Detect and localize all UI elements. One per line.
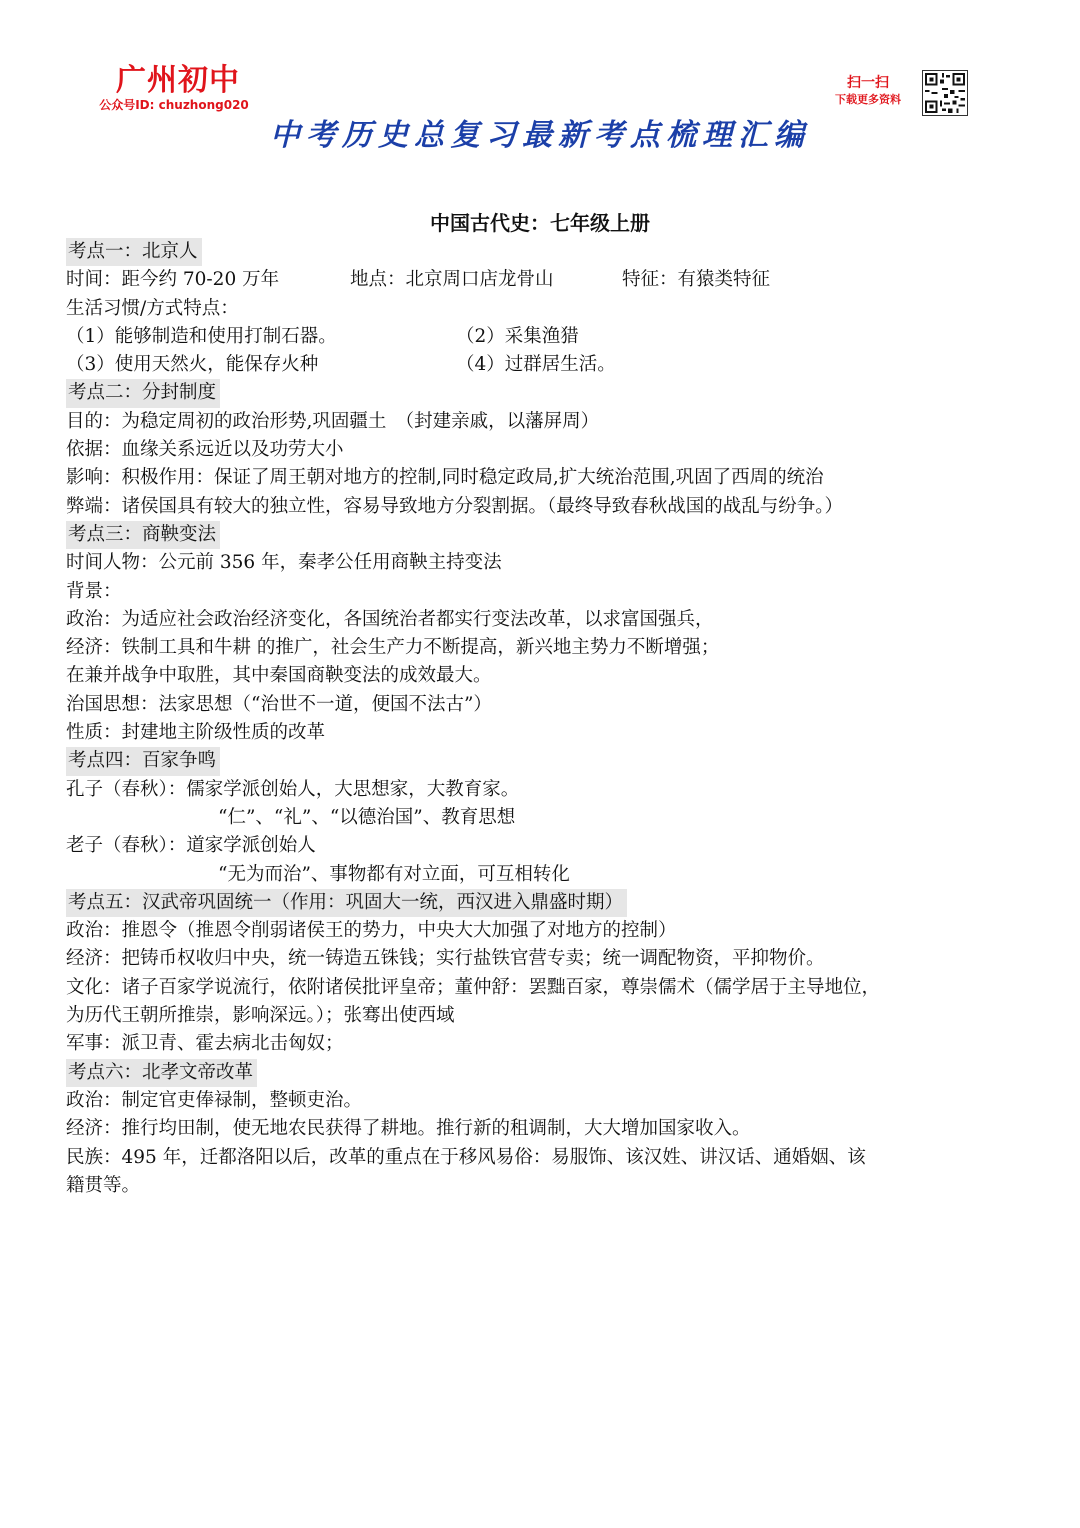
k1-habit-3: （3）使用天然火，能保存火种 (66, 354, 319, 376)
k2-basis: 依据：血缘关系远近以及功劳大小 (66, 439, 344, 461)
k4-laozi-ideas: “无为而治”、事物都有对立面，可互相转化 (218, 863, 570, 885)
k4-heading: 考点四：百家争鸣 (66, 747, 220, 775)
k3-time: 时间人物：公元前 356 年，秦孝公任用商鞅主持变法 (66, 552, 502, 574)
k3-nature: 性质：封建地主阶级性质的改革 (66, 722, 326, 744)
k4-kongzi: 孔子（春秋）：儒家学派创始人，大思想家，大教育家。 (66, 778, 520, 800)
k2-purpose: 目的：为稳定周初的政治形势,巩固疆土 （封建亲戚，以藩屏周） (66, 410, 600, 432)
brand-logo (88, 64, 268, 112)
k2-drawback: 弊端：诸侯国具有较大的独立性，容易导致地方分裂割据。（最终导致春秋战国的战乱与纷争。） (66, 495, 844, 517)
k5-culture-cont: 为历代王朝所推崇，影响深远。）；张骞出使西域 (66, 1005, 455, 1027)
k1-habit-1: （1）能够制造和使用打制石器。 (66, 325, 337, 347)
k6-economy: 经济：推行均田制，使无地农民获得了耕地。推行新的租调制，大大增加国家收入。 (66, 1118, 751, 1140)
k1-habit-4: （4）过群居生活。 (456, 354, 616, 376)
k5-economy: 经济：把铸币权收归中央，统一铸造五铢钱；实行盐铁官营专卖；统一调配物资，平抑物价。 (66, 948, 825, 970)
k1-place: 地点：北京周口店龙骨山 (350, 269, 554, 291)
k5-heading: 考点五：汉武帝巩固统一（作用：巩固大一统，西汉进入鼎盛时期） (66, 889, 627, 917)
scan-subtitle: 下载更多资料 (835, 93, 901, 106)
section-title: 中国古代史：七年级上册 (430, 211, 650, 235)
k5-politics: 政治：推恩令（推恩令削弱诸侯王的势力，中央大大加强了对地方的控制） (66, 920, 677, 942)
k3-war: 在兼并战争中取胜，其中秦国商鞅变法的成效最大。 (66, 665, 492, 687)
brand-id: 公众号ID: chuzhong020 (99, 98, 249, 112)
brand-name: 广州初中 (116, 63, 240, 98)
document-body (66, 238, 1026, 1200)
scan-title: 扫一扫 (847, 75, 889, 91)
k6-ethnic-cont: 籍贯等。 (66, 1174, 141, 1196)
k3-background: 背景： (66, 580, 122, 602)
k1-time: 时间：距今约 70-20 万年 (66, 269, 280, 291)
k6-heading: 考点六：北孝文帝改革 (66, 1059, 257, 1087)
k5-culture: 文化：诸子百家学说流行，依附诸侯批评皇帝；董仲舒：罢黜百家，尊崇儒术（儒学居于主导地位， (66, 976, 881, 998)
scan-prompt (820, 74, 916, 108)
k1-heading: 考点一：北京人 (66, 238, 202, 266)
k3-heading: 考点三：商鞅变法 (66, 521, 220, 549)
k4-kongzi-ideas: “仁”、“礼”、“以德治国”、教育思想 (218, 806, 516, 828)
k1-habit-2: （2）采集渔猎 (456, 325, 579, 347)
k4-laozi: 老子（春秋）：道家学派创始人 (66, 835, 316, 857)
page-title: 中考历史总复习最新考点梳理汇编 (270, 118, 810, 153)
qr-code-icon[interactable] (922, 70, 968, 116)
k2-impact: 影响：积极作用：保证了周王朝对地方的控制,同时稳定政局,扩大统治范围,巩固了西周的统治 (66, 467, 824, 489)
k2-heading: 考点二：分封制度 (66, 379, 220, 407)
k6-ethnic: 民族：495 年，迁都洛阳以后，改革的重点在于移风易俗：易服饰、该汉姓、讲汉话、通婚姻、该 (66, 1146, 866, 1168)
k3-politics: 政治：为适应社会政治经济变化，各国统治者都实行变法改革，以求富国强兵， (66, 608, 714, 630)
k3-economy: 经济：铁制工具和牛耕 的推广，社会生产力不断提高，新兴地主势力不断增强； (66, 637, 720, 659)
k1-feature: 特征：有猿类特征 (622, 269, 771, 291)
k1-habits: 生活习惯/方式特点： (66, 297, 239, 319)
k3-thought: 治国思想：法家思想（“治世不一道，便国不法古”） (66, 693, 492, 715)
k5-military: 军事：派卫青、霍去病北击匈奴； (66, 1033, 344, 1055)
k6-politics: 政治：制定官吏俸禄制，整顿吏治。 (66, 1089, 363, 1111)
